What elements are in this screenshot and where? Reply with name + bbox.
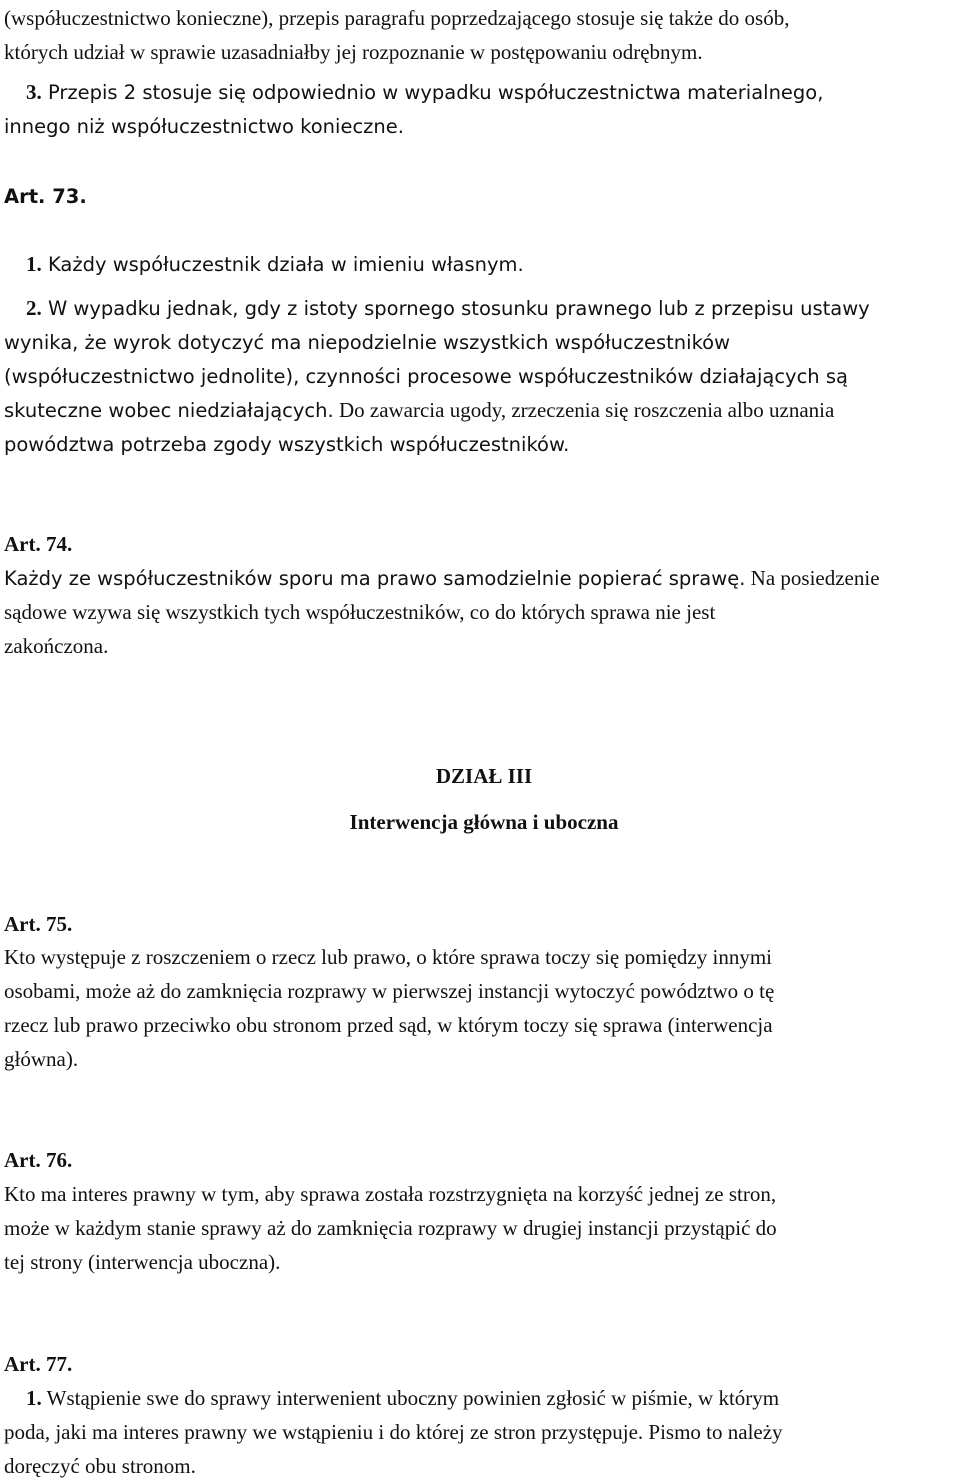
- article-74-line-3: zakończona.: [4, 634, 109, 658]
- line-part: Do zawarcia ugody, zrzeczenia się roszczenia albo uznania: [333, 398, 835, 422]
- intro-line-1: (współuczestnictwo konieczne), przepis paragrafu poprzedzającego stosuje się także do osób,: [4, 6, 790, 30]
- article-77-line-2: poda, jaki ma interes prawny we wstąpieniu i do której ze stron przystępuje. Pismo to należy: [4, 1420, 783, 1444]
- article-74-line-2: sądowe wzywa się wszystkich tych współuczestników, co do których sprawa nie jest: [4, 600, 716, 624]
- paragraph-text: Wstąpienie swe do sprawy interwenient uboczny powinien zgłosić w piśmie, w którym: [41, 1386, 780, 1410]
- article-73-line-5: powództwa potrzeba zgody wszystkich współuczestników.: [4, 433, 570, 456]
- article-75-line-4: główna).: [4, 1047, 79, 1071]
- article-75-heading: Art. 75.: [4, 912, 73, 936]
- paragraph-text: Każdy współuczestnik działa w imieniu własnym.: [41, 253, 524, 276]
- article-73-line-4: [4, 394, 834, 428]
- article-76-line-1: Kto ma interes prawny w tym, aby sprawa została rozstrzygnięta na korzyść jednej ze stron,: [4, 1182, 777, 1206]
- article-75-line-1: Kto występuje z roszczeniem o rzecz lub prawo, o które sprawa toczy się pomiędzy innymi: [4, 945, 772, 969]
- article-74-heading: Art. 74.: [4, 532, 73, 556]
- article-77-paragraph-1: [26, 1382, 779, 1416]
- article-77-line-3: doręczyć obu stronom.: [4, 1454, 196, 1478]
- line-part: skuteczne wobec niedziałających.: [4, 399, 334, 422]
- paragraph-number: 3.: [26, 80, 42, 104]
- paragraph-number: 1.: [26, 252, 42, 276]
- paragraph-number: 2.: [26, 296, 42, 320]
- article-75-line-2: osobami, może aż do zamknięcia rozprawy w pierwszej instancji wytoczyć powództwo o tę: [4, 979, 775, 1003]
- section-title: DZIAŁ III: [435, 764, 533, 788]
- article-73-line-2: wynika, że wyrok dotyczyć ma niepodzielnie wszystkich współuczestników: [4, 331, 731, 354]
- article-77-heading: Art. 77.: [4, 1352, 73, 1376]
- article-73-heading: Art. 73.: [4, 185, 87, 208]
- paragraph-3-line-2: innego niż współuczestnictwo konieczne.: [4, 115, 404, 138]
- article-75-line-3: rzecz lub prawo przeciwko obu stronom przed sąd, w którym toczy się sprawa (interwencja: [4, 1013, 773, 1037]
- paragraph-3: [26, 76, 823, 110]
- paragraph-text: W wypadku jednak, gdy z istoty spornego stosunku prawnego lub z przepisu ustawy: [41, 297, 870, 320]
- article-73-line-3: (współuczestnictwo jednolite), czynności procesowe współuczestników działających są: [4, 365, 848, 388]
- article-73-paragraph-2: [26, 292, 870, 326]
- paragraph-text: Przepis 2 stosuje się odpowiednio w wypadku współuczestnictwa materialnego,: [41, 81, 824, 104]
- article-76-heading: Art. 76.: [4, 1148, 73, 1172]
- paragraph-number: 1.: [26, 1386, 42, 1410]
- line-part: Na posiedzenie: [745, 566, 880, 590]
- article-73-paragraph-1: [26, 248, 524, 282]
- article-76-line-2: może w każdym stanie sprawy aż do zamknięcia rozprawy w drugiej instancji przystąpić do: [4, 1216, 777, 1240]
- section-subtitle: Interwencja główna i uboczna: [349, 810, 619, 834]
- article-74-line-1: [4, 562, 880, 596]
- line-part: Każdy ze współuczestników sporu ma prawo samodzielnie popierać sprawę.: [4, 567, 746, 590]
- intro-line-2: których udział w sprawie uzasadniałby jej rozpoznanie w postępowaniu odrębnym.: [4, 40, 703, 64]
- article-76-line-3: tej strony (interwencja uboczna).: [4, 1250, 281, 1274]
